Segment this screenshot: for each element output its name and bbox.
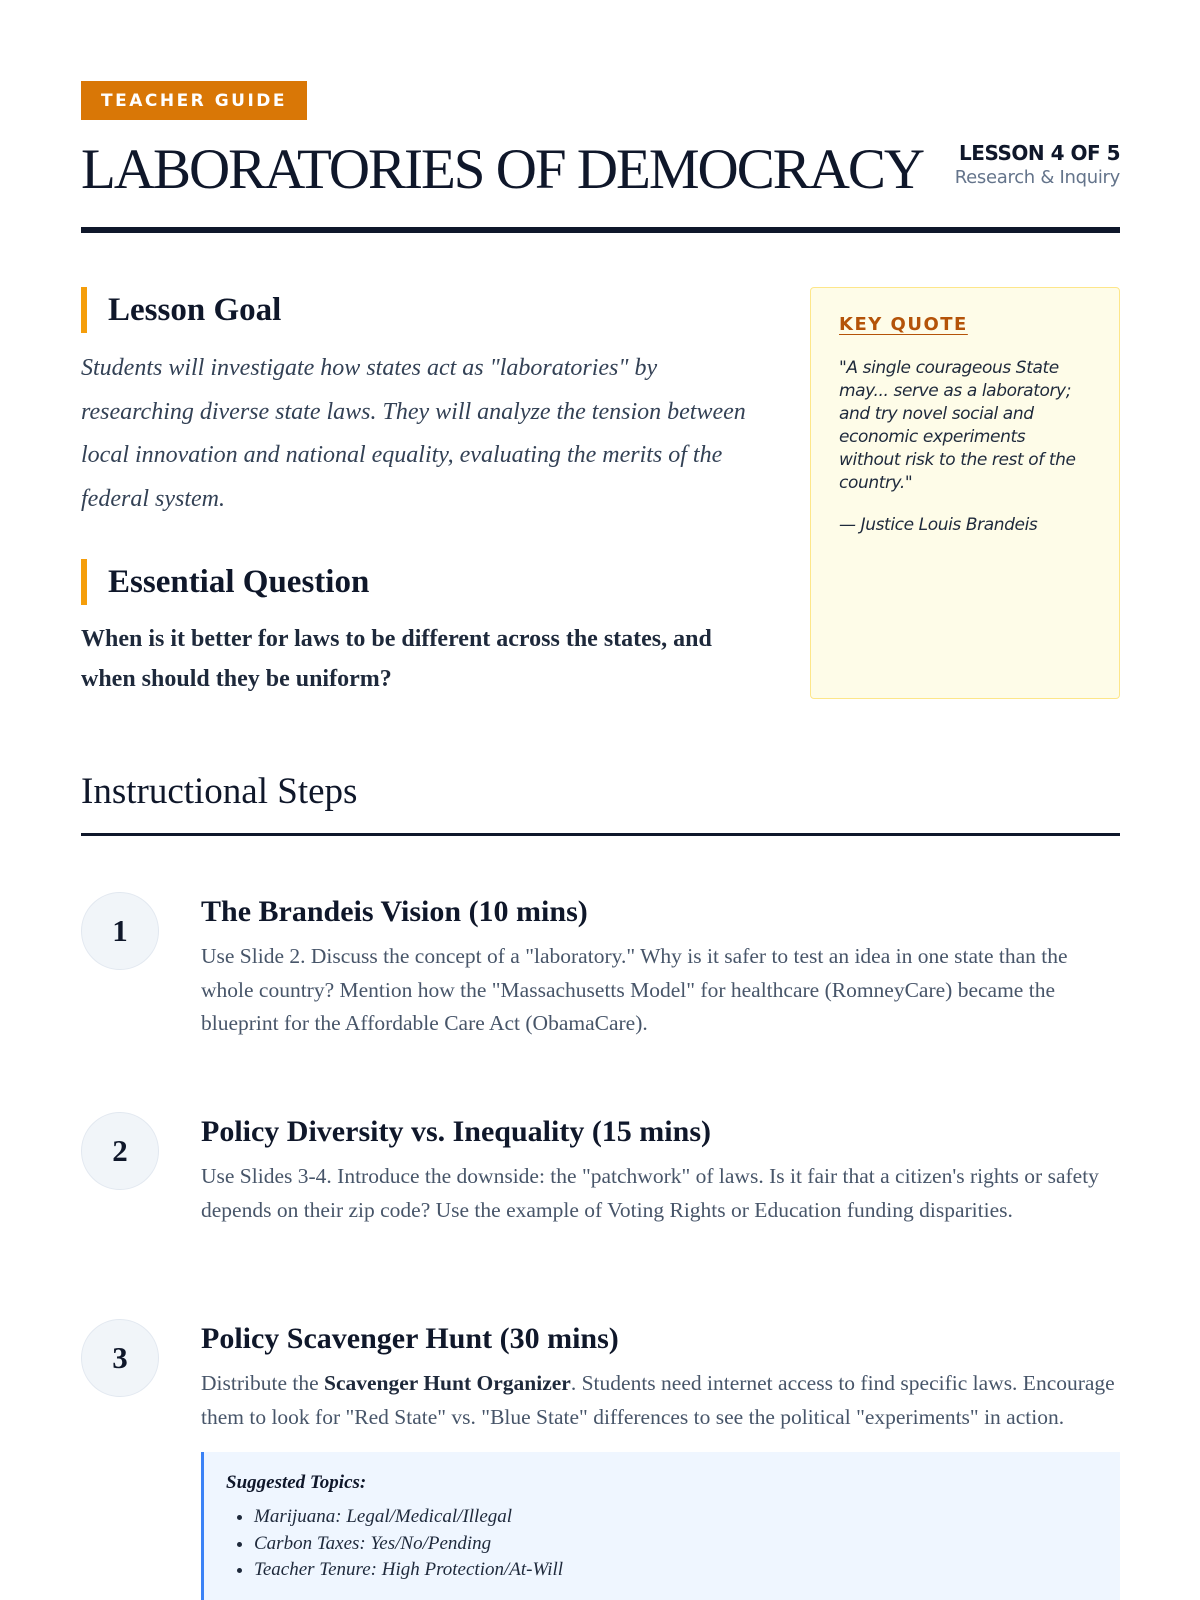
step-title: The Brandeis Vision (10 mins) xyxy=(201,895,588,928)
lesson-overview xyxy=(81,287,761,699)
step-body xyxy=(201,892,1120,1041)
step-body xyxy=(201,1112,1120,1227)
step-description: Use Slides 3-4. Introduce the downside: the "patchwork" of laws. Is it fair that a citizen's rights or safety depends on their zip code? Use the example of Voting Rights or Education funding disparities. xyxy=(201,1164,1099,1222)
topic-item: • Teacher Tenure: High Protection/At-Will xyxy=(254,1557,1098,1584)
key-quote-author: — Justice Louis Brandeis xyxy=(839,515,1038,535)
suggested-topics-list xyxy=(226,1504,1098,1584)
step-number-badge: 3 xyxy=(81,1319,159,1397)
step-description xyxy=(201,1367,1120,1434)
lesson-goal-header xyxy=(81,287,761,333)
step-body xyxy=(201,1319,1120,1600)
scavenger-hunt-organizer-name: Scavenger Hunt Organizer xyxy=(324,1371,571,1395)
topic-item: • Carbon Taxes: Yes/No/Pending xyxy=(254,1531,1098,1558)
step-description-end: . Students need internet access to find specific laws. Encourage them to look for "Red State" vs. "Blue State" differences to see the political "experiments" in action. xyxy=(201,1371,1115,1429)
teacher-guide-page xyxy=(81,81,1120,1580)
page-title: LABORATORIES OF DEMOCRACY xyxy=(81,138,924,201)
steps-divider xyxy=(81,833,1120,836)
step-title: Policy Diversity vs. Inequality (15 mins) xyxy=(201,1115,711,1148)
teacher-guide-tag: TEACHER GUIDE xyxy=(81,81,307,120)
topic-item: • Marijuana: Legal/Medical/Illegal xyxy=(254,1504,1098,1531)
suggested-topics-box xyxy=(201,1452,1120,1600)
lesson-meta xyxy=(955,140,1120,190)
step-description-start: Distribute the xyxy=(201,1371,325,1395)
lesson-goal-heading: Lesson Goal xyxy=(108,291,282,328)
key-quote-text: "A single courageous State may... serve as a laboratory; and try novel social and economic experiments without risk to the rest of the country." xyxy=(839,358,1076,493)
lesson-type: Research & Inquiry xyxy=(954,167,1120,188)
key-quote-box xyxy=(810,287,1120,699)
essential-question-header xyxy=(81,559,761,605)
lesson-number: LESSON 4 OF 5 xyxy=(959,141,1120,165)
header-row xyxy=(81,138,1120,210)
header-divider xyxy=(81,227,1120,233)
step-number-badge: 1 xyxy=(81,892,159,970)
essential-question-text: When is it better for laws to be different across the states, and when should they be uniform? xyxy=(81,626,712,692)
suggested-topics-title: Suggested Topics: xyxy=(226,1472,367,1493)
step-title: Policy Scavenger Hunt (30 mins) xyxy=(201,1322,619,1355)
step-description: Use Slide 2. Discuss the concept of a "laboratory." Why is it safer to test an idea in one state than the whole country? Mention how the "Massachusetts Model" for healthcare (RomneyCare) became the blueprint for the Affordable Care Act (ObamaCare). xyxy=(201,944,1068,1035)
step-number-badge: 2 xyxy=(81,1112,159,1190)
essential-question-heading: Essential Question xyxy=(108,563,370,600)
lesson-goal-text: Students will investigate how states act as "laboratories" by researching diverse state laws. They will analyze the tension between local innovation and national equality, evaluating the merits of the federal system. xyxy=(81,355,746,512)
key-quote-label: KEY QUOTE xyxy=(839,314,968,335)
instructional-steps-heading: Instructional Steps xyxy=(81,771,358,812)
